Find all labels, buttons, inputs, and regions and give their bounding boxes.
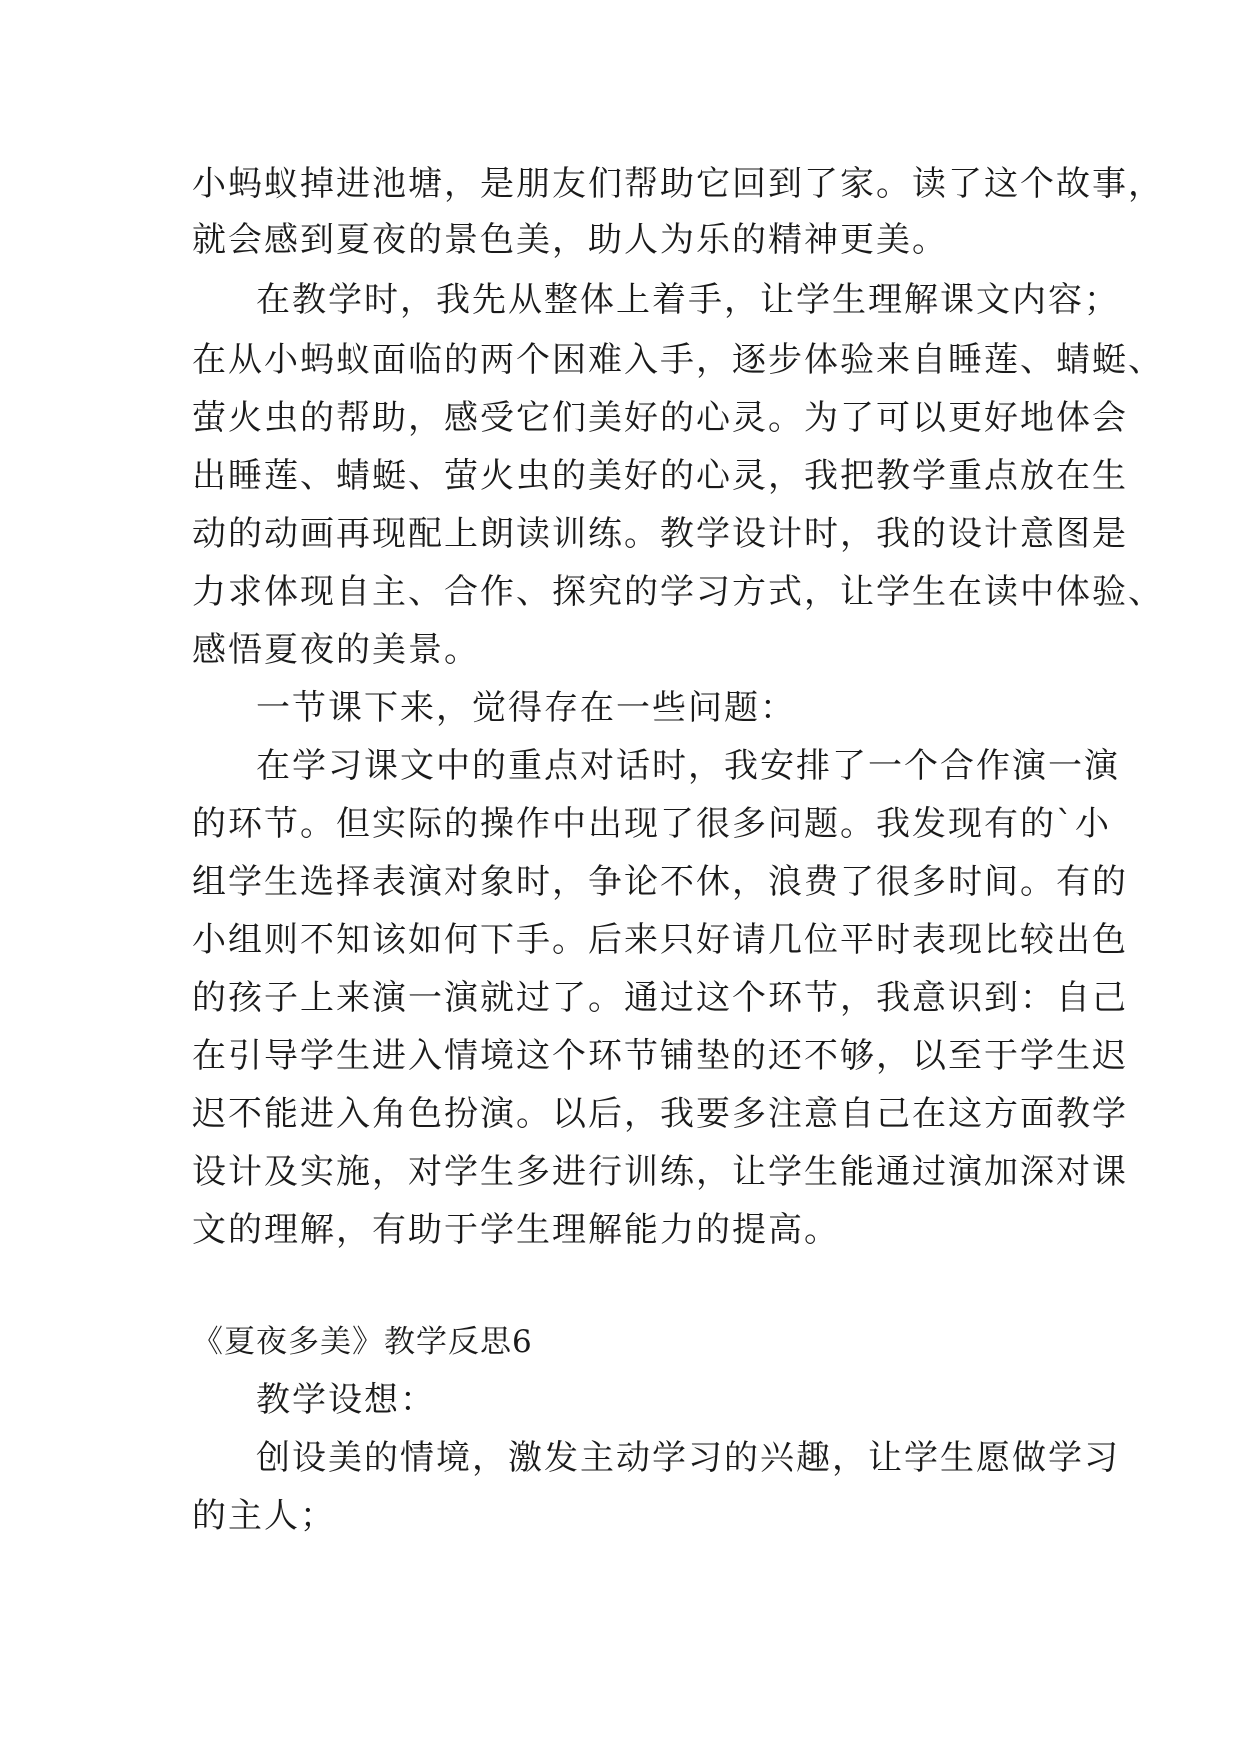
paragraph-line: 就会感到夏夜的景色美，助人为乐的精神更美。 bbox=[192, 220, 948, 260]
paragraph-line: 在教学时，我先从整体上着手，让学生理解课文内容； bbox=[256, 280, 1120, 320]
paragraph-line: 文的理解，有助于学生理解能力的提高。 bbox=[192, 1210, 840, 1250]
paragraph-line: 的孩子上来演一演就过了。通过这个环节，我意识到：自己 bbox=[192, 978, 1128, 1018]
paragraph-line: 感悟夏夜的美景。 bbox=[192, 630, 480, 670]
paragraph-line: 设计及实施，对学生多进行训练，让学生能通过演加深对课 bbox=[192, 1152, 1128, 1192]
paragraph-line: 小组则不知该如何下手。后来只好请几位平时表现比较出色 bbox=[192, 920, 1128, 960]
paragraph-line: 萤火虫的帮助，感受它们美好的心灵。为了可以更好地体会 bbox=[192, 398, 1128, 438]
paragraph-line: 在引导学生进入情境这个环节铺垫的还不够，以至于学生迟 bbox=[192, 1036, 1128, 1076]
paragraph-line: 力求体现自主、合作、探究的学习方式，让学生在读中体验、 bbox=[192, 572, 1164, 612]
paragraph-line: 小蚂蚁掉进池塘，是朋友们帮助它回到了家。读了这个故事， bbox=[192, 164, 1164, 204]
paragraph-line: 迟不能进入角色扮演。以后，我要多注意自己在这方面教学 bbox=[192, 1094, 1128, 1134]
paragraph-line: 的环节。但实际的操作中出现了很多问题。我发现有的`小 bbox=[192, 804, 1111, 844]
paragraph-line: 在学习课文中的重点对话时，我安排了一个合作演一演 bbox=[256, 746, 1120, 786]
paragraph-line: 组学生选择表演对象时，争论不休，浪费了很多时间。有的 bbox=[192, 862, 1128, 902]
paragraph-line: 创设美的情境，激发主动学习的兴趣，让学生愿做学习 bbox=[256, 1438, 1120, 1478]
paragraph-line: 教学设想： bbox=[256, 1380, 436, 1420]
paragraph-line: 在从小蚂蚁面临的两个困难入手，逐步体验来自睡莲、蜻蜓、 bbox=[192, 340, 1164, 380]
paragraph-line: 动的动画再现配上朗读训练。教学设计时，我的设计意图是 bbox=[192, 514, 1128, 554]
paragraph-line: 一节课下来，觉得存在一些问题： bbox=[256, 688, 796, 728]
section-title: 《夏夜多美》教学反思6 bbox=[192, 1324, 533, 1360]
paragraph-line: 的主人； bbox=[192, 1496, 336, 1536]
paragraph-line: 出睡莲、蜻蜓、萤火虫的美好的心灵，我把教学重点放在生 bbox=[192, 456, 1128, 496]
